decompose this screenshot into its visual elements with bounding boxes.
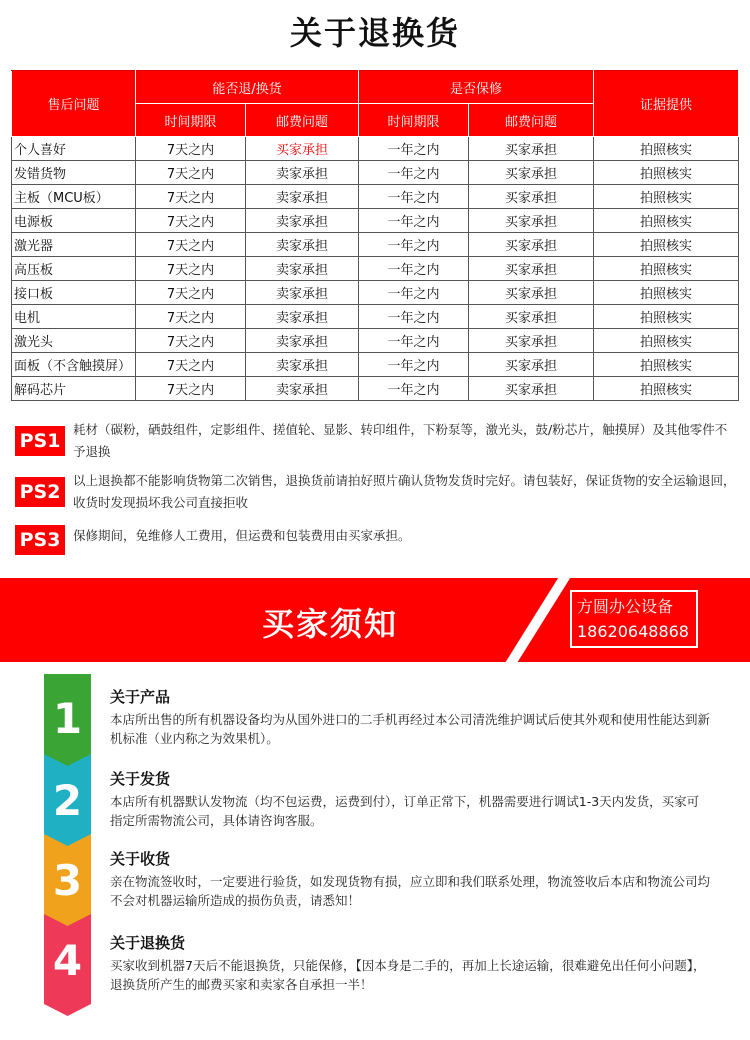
cell-evidence: 拍照核实	[594, 281, 739, 305]
note-product-title: 关于产品	[110, 688, 171, 706]
cell-r-post: 卖家承担	[246, 161, 359, 185]
company-name: 方圆办公设备	[577, 597, 674, 616]
note-receiving	[110, 848, 710, 910]
note-returns-body: 买家收到机器7天后不能退换货，只能保修，【因本身是二手的，再加上长途运输，很难避免出任何小问题】，退换货所产生的邮费买家和卖家各自承担一半！	[110, 958, 706, 992]
note-product-body: 本店所出售的所有机器设备均为从国外进口的二手机再经过本公司清洗维护调试后使其外观和使用性能达到新机标准（业内称之为效果机）。	[110, 712, 711, 746]
note-receiving-title: 关于收货	[110, 850, 171, 868]
cell-item: 电源板	[12, 209, 136, 233]
cell-item: 个人喜好	[12, 137, 136, 161]
cell-r-time: 7天之内	[136, 377, 246, 401]
cell-w-post: 买家承担	[469, 305, 594, 329]
cell-w-post: 买家承担	[469, 161, 594, 185]
ps2-note	[15, 473, 736, 517]
note-returns-title: 关于退换货	[110, 934, 186, 952]
header-warranty-postage: 邮费问题	[469, 104, 594, 137]
cell-r-time: 7天之内	[136, 329, 246, 353]
cell-w-time: 一年之内	[359, 305, 469, 329]
cell-r-time: 7天之内	[136, 281, 246, 305]
table-row	[12, 329, 739, 353]
table-row	[12, 209, 739, 233]
cell-evidence: 拍照核实	[594, 233, 739, 257]
cell-w-time: 一年之内	[359, 161, 469, 185]
step-4-badge	[44, 914, 91, 1016]
table-row	[12, 377, 739, 401]
banner-title: 买家须知	[261, 605, 398, 643]
cell-r-time: 7天之内	[136, 137, 246, 161]
table-row	[12, 233, 739, 257]
ps1-note	[15, 424, 735, 464]
table-row	[12, 137, 739, 161]
ps2-text: 以上退换都不能影响货物第二次销售，退换货前请拍好照片确认货物发货时完好。请包装好，保证货物的安全运输退回，收货时发现损坏我公司直接拒收	[73, 473, 736, 510]
cell-w-post: 买家承担	[469, 233, 594, 257]
ps1-text: 耗材（碳粉，硒鼓组件，定影组件、搓值轮、显影、转印组件，下粉泵等，激光头，鼓/粉芯片，触摸屏）及其他零件不予退换	[73, 422, 728, 459]
cell-r-post: 卖家承担	[246, 209, 359, 233]
cell-w-time: 一年之内	[359, 137, 469, 161]
cell-r-post: 卖家承担	[246, 281, 359, 305]
step-1-number: 1	[52, 694, 83, 743]
cell-r-post: 卖家承担	[246, 329, 359, 353]
header-warranty-time: 时间期限	[359, 104, 469, 137]
cell-item: 激光头	[12, 329, 136, 353]
cell-r-post: 买家承担	[246, 137, 359, 161]
cell-w-time: 一年之内	[359, 353, 469, 377]
cell-w-post: 买家承担	[469, 137, 594, 161]
table-row	[12, 353, 739, 377]
cell-w-time: 一年之内	[359, 185, 469, 209]
ps3-note	[15, 525, 735, 557]
cell-item: 激光器	[12, 233, 136, 257]
step-2-number: 2	[52, 776, 83, 825]
step-3-number: 3	[52, 856, 83, 905]
header-item: 售后问题	[12, 71, 136, 137]
cell-w-post: 买家承担	[469, 257, 594, 281]
cell-r-time: 7天之内	[136, 161, 246, 185]
ps3-text: 保修期间，免维修人工费用，但运费和包装费用由买家承担。	[73, 528, 411, 543]
cell-w-time: 一年之内	[359, 329, 469, 353]
cell-w-time: 一年之内	[359, 257, 469, 281]
cell-w-post: 买家承担	[469, 185, 594, 209]
cell-evidence: 拍照核实	[594, 329, 739, 353]
cell-evidence: 拍照核实	[594, 305, 739, 329]
cell-w-post: 买家承担	[469, 281, 594, 305]
cell-r-time: 7天之内	[136, 257, 246, 281]
cell-evidence: 拍照核实	[594, 257, 739, 281]
step-4-number: 4	[52, 936, 83, 985]
ps1-tag: PS1	[15, 426, 65, 456]
cell-evidence: 拍照核实	[594, 161, 739, 185]
cell-r-post: 卖家承担	[246, 185, 359, 209]
header-return: 能否退/换货	[136, 71, 359, 104]
table-row	[12, 185, 739, 209]
cell-r-post: 卖家承担	[246, 377, 359, 401]
company-contact-box	[570, 590, 698, 648]
note-returns	[110, 932, 710, 994]
note-receiving-body: 亲在物流签收时，一定要进行验货，如发现货物有损，应立即和我们联系处理，物流签收后本店和物流公司均不会对机器运输所造成的损伤负责，请悉知！	[110, 874, 711, 908]
cell-r-time: 7天之内	[136, 209, 246, 233]
header-evidence: 证据提供	[594, 71, 739, 137]
cell-evidence: 拍照核实	[594, 353, 739, 377]
cell-item: 主板（MCU板）	[12, 185, 136, 209]
page-title: 关于退换货	[289, 14, 460, 52]
table-row	[12, 257, 739, 281]
cell-item: 电机	[12, 305, 136, 329]
cell-evidence: 拍照核实	[594, 377, 739, 401]
cell-r-time: 7天之内	[136, 233, 246, 257]
cell-w-post: 买家承担	[469, 329, 594, 353]
table-row	[12, 161, 739, 185]
cell-w-post: 买家承担	[469, 209, 594, 233]
cell-w-post: 买家承担	[469, 377, 594, 401]
cell-r-time: 7天之内	[136, 353, 246, 377]
header-warranty: 是否保修	[359, 71, 594, 104]
cell-r-post: 卖家承担	[246, 353, 359, 377]
buyer-notice-banner	[0, 578, 750, 662]
note-shipping	[110, 768, 710, 830]
cell-w-post: 买家承担	[469, 353, 594, 377]
cell-evidence: 拍照核实	[594, 209, 739, 233]
note-shipping-body: 本店所有机器默认发物流（均不包运费，运费到付），订单正常下，机器需要进行调试1-3天内发货，买家可指定所需物流公司，具体请咨询客服。	[110, 794, 700, 828]
cell-item: 接口板	[12, 281, 136, 305]
cell-evidence: 拍照核实	[594, 137, 739, 161]
header-return-postage: 邮费问题	[246, 104, 359, 137]
cell-item: 解码芯片	[12, 377, 136, 401]
cell-item: 面板（不含触摸屏）	[12, 353, 136, 377]
cell-item: 高压板	[12, 257, 136, 281]
cell-r-post: 卖家承担	[246, 257, 359, 281]
cell-w-time: 一年之内	[359, 377, 469, 401]
table-row	[12, 281, 739, 305]
table-row	[12, 305, 739, 329]
cell-w-time: 一年之内	[359, 281, 469, 305]
cell-r-post: 卖家承担	[246, 305, 359, 329]
ps3-tag: PS3	[15, 525, 65, 555]
cell-r-time: 7天之内	[136, 185, 246, 209]
cell-item: 发错货物	[12, 161, 136, 185]
note-shipping-title: 关于发货	[110, 770, 171, 788]
cell-evidence: 拍照核实	[594, 185, 739, 209]
cell-w-time: 一年之内	[359, 209, 469, 233]
cell-w-time: 一年之内	[359, 233, 469, 257]
cell-r-post: 卖家承担	[246, 233, 359, 257]
return-policy-table	[11, 70, 739, 401]
cell-r-time: 7天之内	[136, 305, 246, 329]
header-return-time: 时间期限	[136, 104, 246, 137]
company-phone: 18620648868	[577, 622, 689, 641]
note-product	[110, 686, 710, 748]
ps2-tag: PS2	[15, 477, 65, 507]
